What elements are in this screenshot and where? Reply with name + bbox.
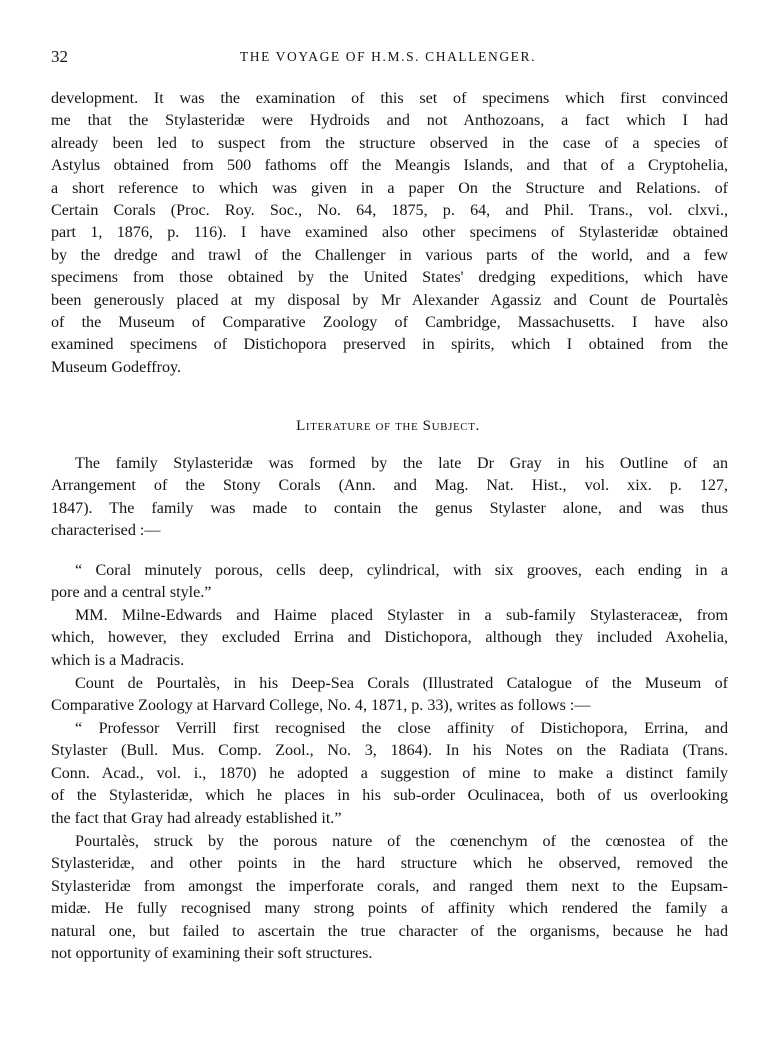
text-line: midæ. He fully recognised many strong points of affinity which rendered the family a bbox=[51, 900, 728, 918]
text-line: Arrangement of the Stony Corals (Ann. and Mag. Nat. Hist., vol. xix. p. 127, bbox=[51, 477, 728, 495]
text-line: not opportunity of examining their soft structures. bbox=[51, 945, 373, 963]
text-line: development. It was the examination of this set of specimens which first convinced bbox=[51, 90, 728, 107]
text-line: MM. Milne-Edwards and Haime placed Stylaster in a sub-family Stylasteraceæ, from bbox=[75, 607, 728, 624]
text-line: part 1, 1876, p. 116). I have examined also other specimens of Stylasteridæ obtained bbox=[51, 224, 728, 242]
quote-gray-definition bbox=[51, 560, 728, 605]
text-line: Comparative Zoology at Harvard College, No. 4, 1871, p. 33), writes as follows :— bbox=[51, 697, 591, 715]
paragraph-pourtales bbox=[51, 673, 728, 718]
text-line: which is a Madracis. bbox=[51, 651, 185, 669]
page-number: 32 bbox=[51, 47, 68, 66]
text-line: which, however, they excluded Errina and Distichopora, although they included Axohelia, bbox=[51, 629, 728, 647]
text-line: The family Stylasteridæ was formed by the late Dr Gray in his Outline of an bbox=[75, 455, 728, 472]
text-line: examined specimens of Distichopora preserved in spirits, which I obtained from the bbox=[51, 336, 728, 354]
text-line: natural one, but failed to ascertain the true character of the organisms, because he had bbox=[51, 922, 728, 940]
paragraph-milne-edwards bbox=[51, 605, 728, 672]
text-line: Conn. Acad., vol. i., 1870) he adopted a suggestion of mine to make a distinct family bbox=[51, 764, 728, 782]
text-line: Count de Pourtalès, in his Deep-Sea Corals (Illustrated Catalogue of the Museum of bbox=[75, 675, 728, 692]
text-line: specimens from those obtained by the United States' dredging expeditions, which have bbox=[51, 269, 728, 287]
text-line: Stylaster (Bull. Mus. Comp. Zool., No. 3, 1864). In his Notes on the Radiata (Trans. bbox=[51, 742, 728, 760]
text-line: 1847). The family was made to contain the genus Stylaster alone, and was thus bbox=[51, 499, 728, 517]
text-line: Certain Corals (Proc. Roy. Soc., No. 64, 1875, p. 64, and Phil. Trans., vol. clxvi., bbox=[51, 202, 728, 220]
text-line: me that the Stylasteridæ were Hydroids and not Anthozoans, a fact which I had bbox=[51, 112, 728, 130]
paragraph-pourtales-analysis bbox=[51, 831, 728, 965]
text-line: been generously placed at my disposal by Mr Alexander Agassiz and Count de Pourtalès bbox=[51, 291, 728, 309]
quote-pourtales bbox=[51, 718, 728, 830]
paragraph-gray bbox=[51, 453, 728, 543]
text-line: characterised :— bbox=[51, 522, 161, 540]
text-line: already been led to suspect from the structure observed in the case of a species of bbox=[51, 134, 728, 152]
text-line: a short reference to which was given in a paper On the Structure and Relations. of bbox=[51, 179, 728, 197]
text-line: Stylasteridæ from amongst the imperforate corals, and ranged them next to the Eupsam- bbox=[51, 877, 728, 895]
text-line: Stylasteridæ, and other points in the hard structure which he observed, removed the bbox=[51, 855, 728, 873]
text-line: by the dredge and trawl of the Challenger in various parts of the world, and a few bbox=[51, 246, 728, 264]
text-line: pore and a central style.” bbox=[51, 584, 212, 602]
running-head: THE VOYAGE OF H.M.S. CHALLENGER. bbox=[239, 49, 537, 64]
section-heading: Literature of the Subject. bbox=[296, 418, 480, 434]
text-line: Astylus obtained from 500 fathoms off the Meangis Islands, and that of a Cryptohelia, bbox=[51, 157, 728, 175]
intro-paragraph bbox=[51, 88, 728, 379]
text-line: Museum Godeffroy. bbox=[51, 358, 182, 376]
text-line: Pourtalès, struck by the porous nature of the cœnenchym of the cœnostea of the bbox=[75, 833, 728, 850]
text-line: “ Coral minutely porous, cells deep, cylindrical, with six grooves, each ending in a bbox=[75, 562, 728, 579]
text-line: “ Professor Verrill first recognised the close affinity of Distichopora, Errina, and bbox=[75, 720, 728, 737]
text-line: of the Museum of Comparative Zoology of Cambridge, Massachusetts. I have also bbox=[51, 314, 728, 332]
text-line: the fact that Gray had already established it.” bbox=[51, 809, 342, 827]
text-line: of the Stylasteridæ, which he places in his sub-order Oculinacea, both of us overlooking bbox=[51, 787, 728, 805]
